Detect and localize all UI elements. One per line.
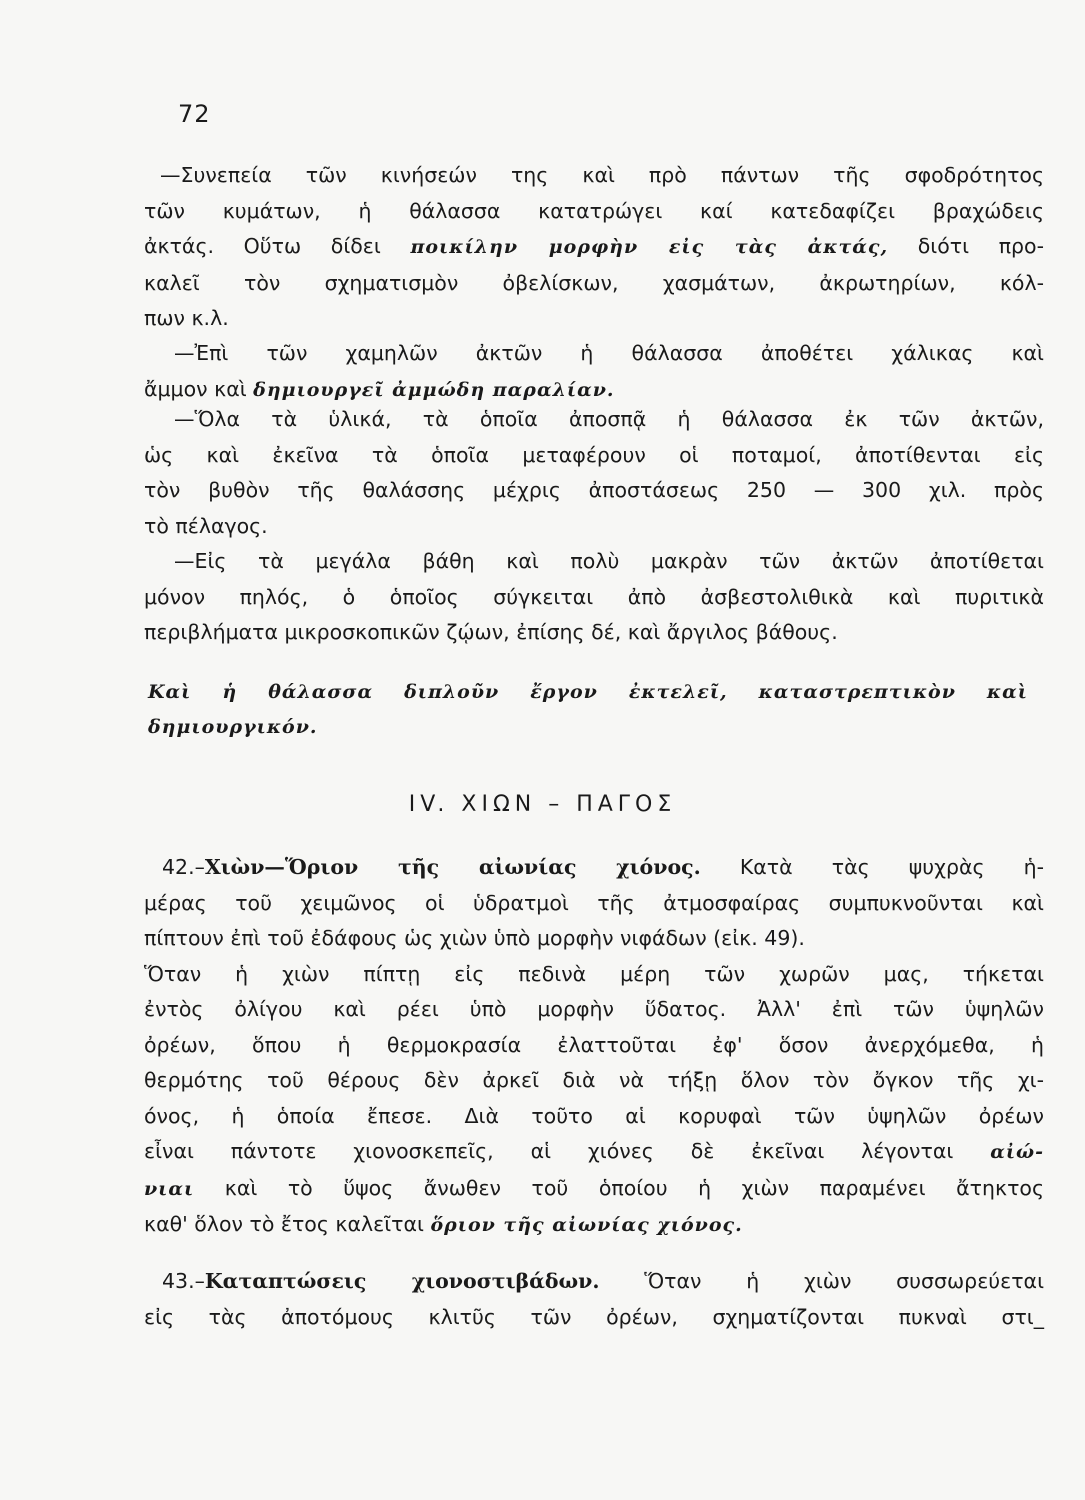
paragraph-42-snow <box>144 850 1044 1244</box>
paragraph-deep-sea <box>144 544 1044 651</box>
emphasis-text: νιαι <box>144 1177 195 1200</box>
text-line: περιβλήματα μικροσκοπικῶν ζῴων, ἐπίσης δέ, καὶ ἄργιλος βάθους. <box>144 620 838 644</box>
paragraph-low-coasts <box>144 336 1044 408</box>
paragraph-seabed-deposits <box>144 402 1044 544</box>
text-line: τὸ πέλαγος. <box>144 513 268 538</box>
text-line: —Εἰς τὰ μεγάλα βάθη καὶ πολὺ μακρὰν τῶν ἀκτῶν ἀποτίθεται <box>174 549 1044 573</box>
text-line: μέρας τοῦ χειμῶνος οἱ ὑδρατμοὶ τῆς ἀτμοσφαίρας συμπυκνοῦνται καὶ <box>144 890 1044 915</box>
text-line: θερμότης τοῦ θέρους δὲν ἀρκεῖ διὰ νὰ τήξῃ ὅλον τὸν ὄγκον τῆς χι- <box>144 1068 1044 1092</box>
text-line: ἀκτάς. Οὕτω δίδει ποικίλην μορφὴν εἰς τὰς ἀκτάς, διότι προ- <box>144 234 1044 258</box>
paragraph-43-avalanches <box>144 1264 1044 1335</box>
text-line: ἄμμον καὶ δημιουργεῖ ἀμμώδη παραλίαν. <box>144 376 615 401</box>
text-line: —Συνεπεία τῶν κινήσεών της καὶ πρὸ πάντων τῆς σφοδρότητος <box>160 163 1044 187</box>
emphasis-text: αἰώ- <box>990 1141 1044 1163</box>
paragraph-sea-erosion <box>144 158 1044 337</box>
text-line: πίπτουν ἐπὶ τοῦ ἐδάφους ὡς χιὼν ὑπὸ μορφὴν νιφάδων (εἰκ. 49). <box>144 926 805 950</box>
text-line: Καὶ ἡ θάλασσα διπλοῦν ἔργον ἐκτελεῖ, καταστρεπτικὸν καὶ <box>148 681 1028 703</box>
text-line: εἰς τὰς ἀποτόμους κλιτῦς τῶν ὀρέων, σχηματίζονται πυκναὶ στι_ <box>144 1304 1044 1329</box>
emphasis-text: δημιουργεῖ ἀμμώδη παραλίαν. <box>253 378 615 401</box>
text-line: —Ὅλα τὰ ὑλικά, τὰ ὁποῖα ἀποσπᾷ ἡ θάλασσα ἐκ τῶν ἀκτῶν, <box>174 407 1044 431</box>
text-line: καλεῖ τὸν σχηματισμὸν ὀβελίσκων, χασμάτων, ἀκρωτηρίων, κόλ- <box>144 270 1044 295</box>
text-line: 43.–Καταπτώσεις χιονοστιβάδων. Ὅταν ἡ χιὼν συσσωρεύεται <box>162 1269 1045 1293</box>
emphasis-text: ποικίλην μορφὴν εἰς τὰς ἀκτάς, <box>410 236 889 258</box>
text-line: καθ' ὅλον τὸ ἔτος καλεῖται ὅριον τῆς αἰωνίας χιόνος. <box>144 1212 743 1236</box>
text-line: ὀρέων, ὅπου ἡ θερμοκρασία ἐλαττοῦται ἐφ' ὅσον ἀνερχόμεθα, ἡ <box>144 1032 1044 1057</box>
text-line: —Ἐπὶ τῶν χαμηλῶν ἀκτῶν ἡ θάλασσα ἀποθέτει χάλικας καὶ <box>174 341 1044 365</box>
page-number: 72 <box>178 100 211 128</box>
text-line: εἶναι πάντοτε χιονοσκεπεῖς, αἱ χιόνες δὲ ἐκεῖναι λέγονται αἰώ- <box>144 1139 1044 1163</box>
text-line: νιαι καὶ τὸ ὕψος ἄνωθεν τοῦ ὁποίου ἡ χιὼν παραμένει ἄτηκτος <box>144 1175 1044 1200</box>
paragraph-title: Καταπτώσεις χιονοστιβάδων. <box>204 1269 600 1293</box>
text-line: μόνον πηλός, ὁ ὁποῖος σύγκειται ἀπὸ ἀσβεστολιθικὰ καὶ πυριτικὰ <box>144 584 1044 609</box>
text-line: Ὅταν ἡ χιὼν πίπτῃ εἰς πεδινὰ μέρη τῶν χωρῶν μας, τήκεται <box>144 961 1044 986</box>
text-line: δημιουργικόν. <box>148 716 318 738</box>
conclusion-statement <box>148 675 1028 745</box>
text-line: ὡς καὶ ἐκεῖνα τὰ ὁποῖα μεταφέρουν οἱ ποταμοί, ἀποτίθενται εἰς <box>144 442 1044 467</box>
text-line: 42.–Χιὼν—Ὅριον τῆς αἰωνίας χιόνος. Κατὰ τὰς ψυχρὰς ἡ- <box>162 855 1044 879</box>
text-line: τῶν κυμάτων, ἡ θάλασσα κατατρώγει καί κατεδαφίζει βραχώδεις <box>144 198 1044 223</box>
text-line: πων κ.λ. <box>144 306 229 330</box>
text-line: τὸν βυθὸν τῆς θαλάσσης μέχρις ἀποστάσεως 250 — 300 χιλ. πρὸς <box>144 478 1044 502</box>
paragraph-title: Χιὼν—Ὅριον τῆς αἰωνίας χιόνος. <box>204 855 701 879</box>
section-heading: IV. ΧΙΩΝ – ΠΑΓΟΣ <box>408 792 677 817</box>
text-line: ἐντὸς ὀλίγου καὶ ρέει ὑπὸ μορφὴν ὕδατος. Ἀλλ' ἐπὶ τῶν ὑψηλῶν <box>144 997 1044 1021</box>
text-line: όνος, ἡ ὁποία ἔπεσε. Διὰ τοῦτο αἱ κορυφαὶ τῶν ὑψηλῶν ὀρέων <box>144 1103 1044 1128</box>
emphasis-text: ὅριον τῆς αἰωνίας χιόνος. <box>430 1214 743 1236</box>
